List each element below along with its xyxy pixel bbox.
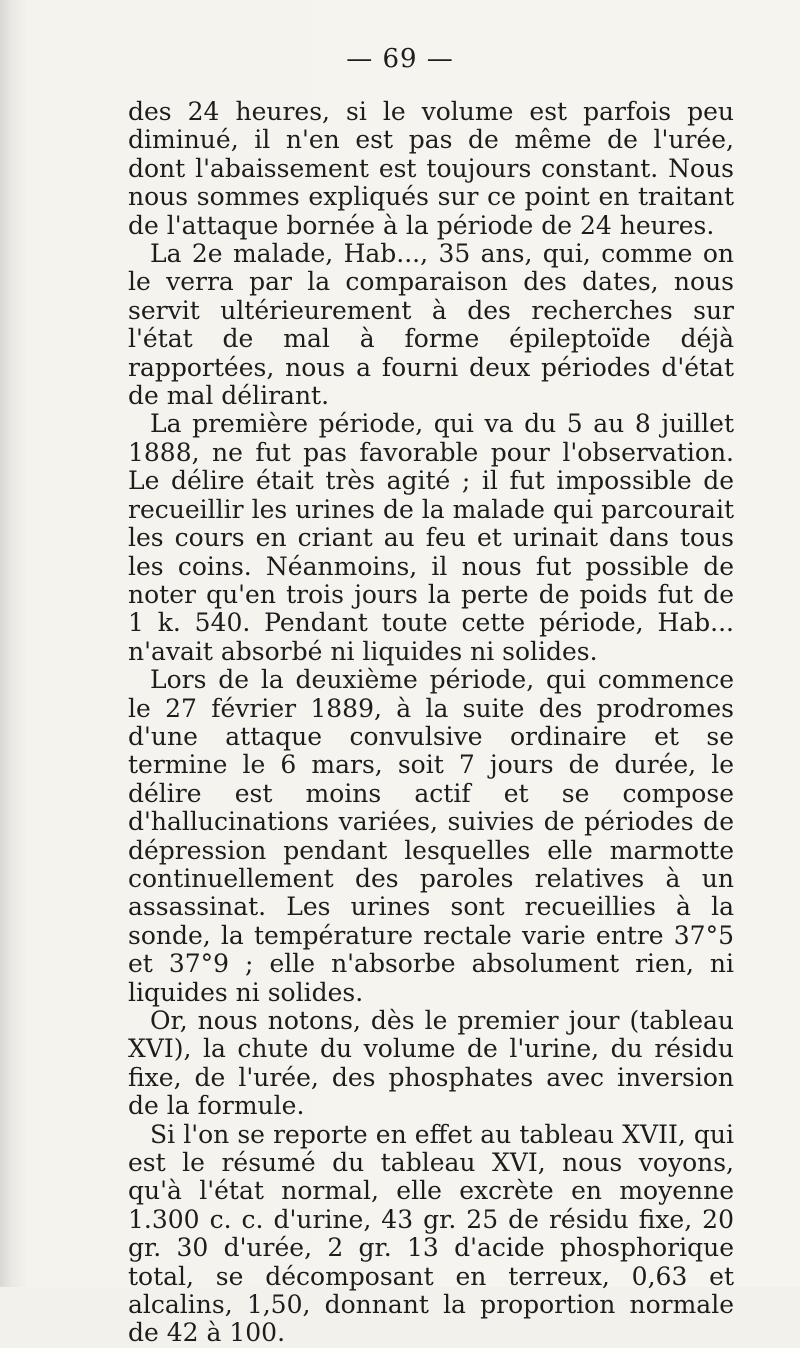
paragraph-4: Lors de la deuxième période, qui commence le 27 février 1889, à la suite des prodromes d'une attaque convulsive ordinaire et se termine le 6 mars, soit 7 jours de durée, le délire est moins actif et se compose d'hallucinations variées, suivies de périodes de dépression pendant lesquelles elle marmotte continuellement des paroles relatives à un assassinat. Les urines sont recueillies à la sonde, la température rectale varie entre 37°5 et 37°9 ; elle n'absorbe absolument rien, ni liquides ni solides. [128,665,734,1007]
paragraph-2: La 2e malade, Hab..., 35 ans, qui, comme on le verra par la comparaison des dates, nous servit ultérieurement à des recherches sur l'état de mal à forme épileptoïde déjà rapportées, nous a fourni deux périodes d'état de mal délirant. [128,239,734,411]
paragraph-1: des 24 heures, si le volume est parfois peu diminué, il n'en est pas de même de l'urée, dont l'abaissement est toujours constant. Nous nous sommes expliqués sur ce point en traitant de l'attaque bornée à la période de 24 heures. [128,97,734,240]
paragraph-6: Si l'on se reporte en effet au tableau XVII, qui est le résumé du tableau XVI, nous voyons, qu'à l'état normal, elle excrète en moyenne 1.300 c. c. d'urine, 43 gr. 25 de résidu fixe, 20 gr. 30 d'urée, 2 gr. 13 d'acide phosphorique total, se décomposant en terreux, 0,63 et alcalins, 1,50, donnant la proportion normale de 42 à 100. [128,1119,734,1348]
paragraph-5: Or, nous notons, dès le premier jour (tableau XVI), la chute du volume de l'urine, du résidu fixe, de l'urée, des phosphates avec inversion de la formule. [128,1006,734,1121]
paragraph-3: La première période, qui va du 5 au 8 juillet 1888, ne fut pas favorable pour l'observation. Le délire était très agité ; il fut impossible de recueillir les urines de la malade qui parcourait les cours en criant au feu et urinait dans tous les coins. Néanmoins, il nous fut possible de noter qu'en trois jours la perte de poids fut de 1 k. 540. Pendant toute cette période, Hab... n'avait absorbé ni liquides ni solides. [128,409,734,666]
page-number: — 69 — [346,44,454,74]
body-text [128,98,734,1348]
